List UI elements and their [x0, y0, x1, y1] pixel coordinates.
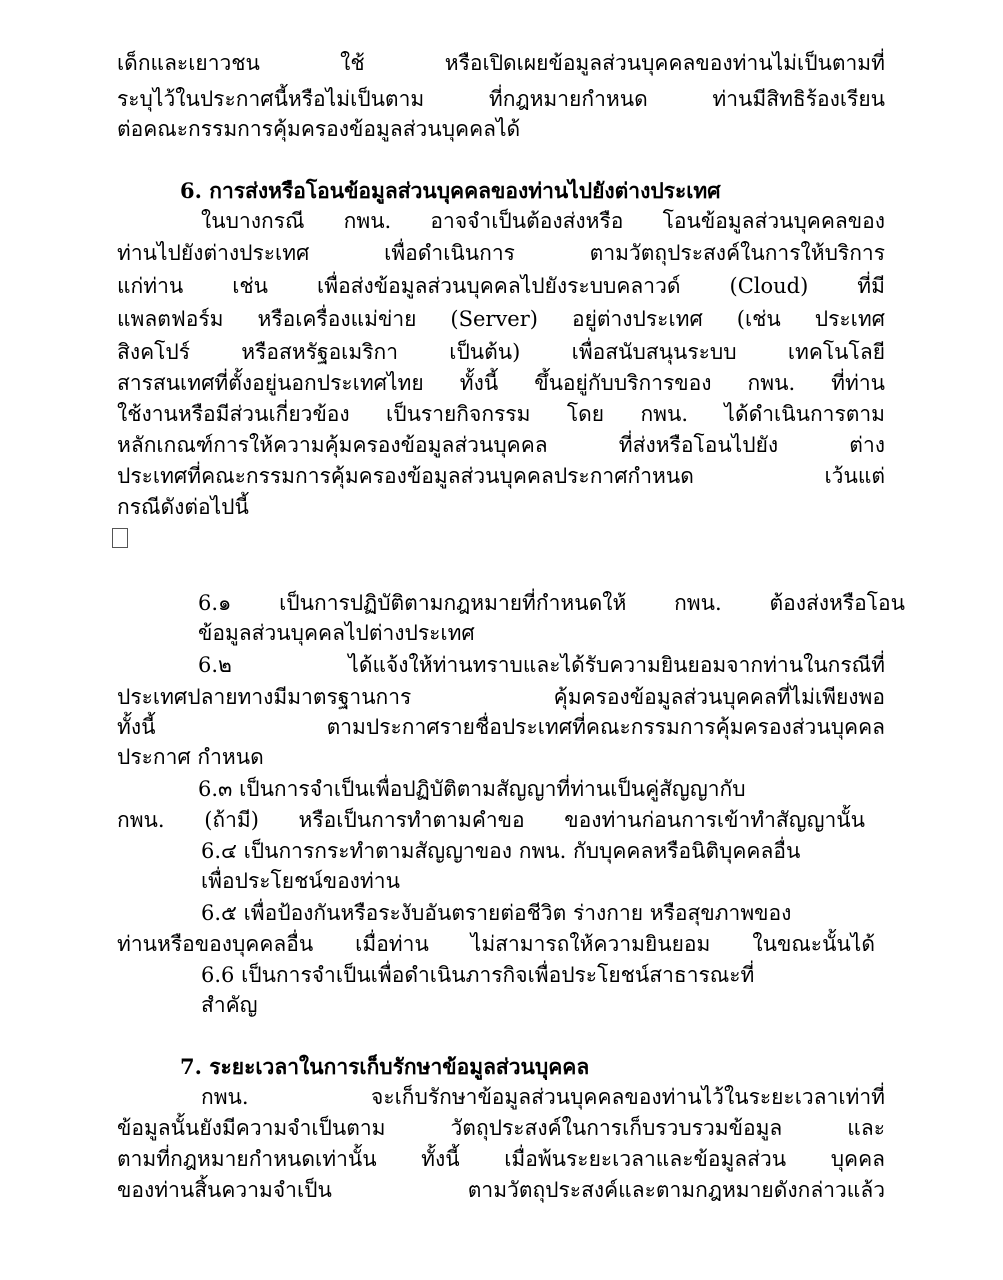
text-line: ประกาศ กำหนด: [117, 745, 264, 769]
text-line: กรณีดังต่อไปนี้: [117, 495, 249, 519]
text-line: สำคัญ: [201, 993, 258, 1017]
text-line: เด็กและเยาวชน ใช้ หรือเปิดเผยข้อมูลส่วนบุคคลของท่านไม่เป็นตามที่: [117, 51, 885, 75]
text-line: เพื่อประโยชน์ของท่าน: [201, 869, 400, 893]
text-line: ระบุไว้ในประกาศนี้หรือไม่เป็นตาม ที่กฎหมายกำหนด ท่านมีสิทธิร้องเรียน: [117, 87, 885, 111]
text-line: สิงคโปร์ หรือสหรัฐอเมริกา เป็นต้น) เพื่อสนับสนุนระบบ เทคโนโลยี: [117, 340, 885, 364]
text-line: 6.๒ ได้แจ้งให้ท่านทราบและได้รับความยินยอมจากท่านในกรณีที่: [198, 653, 885, 677]
text-line: กพน. จะเก็บรักษาข้อมูลส่วนบุคคลของท่านไว้ในระยะเวลาเท่าที่: [201, 1085, 885, 1109]
text-line: 6.๑ เป็นการปฏิบัติตามกฎหมายที่กำหนดให้ กพน. ต้องส่งหรือโอน: [198, 591, 905, 615]
text-line: ตามที่กฎหมายกำหนดเท่านั้น ทั้งนี้ เมื่อพ้นระยะเวลาและข้อมูลส่วน บุคคล: [117, 1147, 885, 1171]
section-6-heading: 6. การส่งหรือโอนข้อมูลส่วนบุคคลของท่านไปยังต่างประเทศ: [180, 178, 721, 203]
section-7-heading: 7. ระยะเวลาในการเก็บรักษาข้อมูลส่วนบุคคล: [180, 1054, 590, 1079]
text-line: 6.๕ เพื่อป้องกันหรือระงับอันตรายต่อชีวิต ร่างกาย หรือสุขภาพของ: [201, 901, 792, 925]
text-line: กพน. (ถ้ามี) หรือเป็นการทำตามคำขอ ของท่านก่อนการเข้าทำสัญญานั้น: [117, 808, 865, 832]
text-line: ข้อมูลส่วนบุคคลไปต่างประเทศ: [198, 621, 475, 645]
text-line: 6.6 เป็นการจำเป็นเพื่อดำเนินภารกิจเพื่อประโยชน์สาธารณะที่: [201, 963, 755, 987]
text-line: แพลตฟอร์ม หรือเครื่องแม่ข่าย (Server) อยู่ต่างประเทศ (เช่น ประเทศ: [117, 307, 885, 331]
text-line: ของท่านสิ้นความจำเป็น ตามวัตถุประสงค์และตามกฎหมายดังกล่าวแล้ว: [117, 1178, 885, 1202]
text-line: ต่อคณะกรรมการคุ้มครองข้อมูลส่วนบุคคลได้: [117, 117, 521, 141]
text-line: 6.๔ เป็นการกระทำตามสัญญาของ กพน. กับบุคคลหรือนิติบุคคลอื่น: [201, 839, 801, 863]
text-line: สารสนเทศที่ตั้งอยู่นอกประเทศไทย ทั้งนี้ ขึ้นอยู่กับบริการของ กพน. ที่ท่าน: [117, 371, 885, 395]
text-line: 6.๓ เป็นการจำเป็นเพื่อปฏิบัติตามสัญญาที่ท่านเป็นคู่สัญญากับ: [198, 777, 746, 801]
text-line: ท่านหรือของบุคคลอื่น เมื่อท่าน ไม่สามารถให้ความยินยอม ในขณะนั้นได้: [117, 932, 875, 956]
text-line: ท่านไปยังต่างประเทศ เพื่อดำเนินการ ตามวัตถุประสงค์ในการให้บริการ: [117, 241, 885, 265]
text-line: ทั้งนี้ ตามประกาศรายชื่อประเทศที่คณะกรรมการคุ้มครองส่วนบุคคล: [117, 715, 885, 739]
text-line: หลักเกณฑ์การให้ความคุ้มครองข้อมูลส่วนบุคคล ที่ส่งหรือโอนไปยัง ต่าง: [117, 433, 885, 457]
empty-checkbox-glyph: [112, 528, 128, 548]
text-line: ประเทศที่คณะกรรมการคุ้มครองข้อมูลส่วนบุคคลประกาศกำหนด เว้นแต่: [117, 464, 885, 488]
text-line: ข้อมูลนั้นยังมีความจำเป็นตาม วัตถุประสงค์ในการเก็บรวบรวมข้อมูล และ: [117, 1116, 885, 1140]
text-line: แก่ท่าน เช่น เพื่อส่งข้อมูลส่วนบุคคลไปยังระบบคลาวด์ (Cloud) ที่มี: [117, 274, 885, 298]
text-line: ในบางกรณี กพน. อาจจำเป็นต้องส่งหรือ โอนข้อมูลส่วนบุคคลของ: [201, 209, 885, 233]
text-line: ประเทศปลายทางมีมาตรฐานการ คุ้มครองข้อมูลส่วนบุคคลที่ไม่เพียงพอ: [117, 685, 885, 709]
text-line: ใช้งานหรือมีส่วนเกี่ยวข้อง เป็นรายกิจกรรม โดย กพน. ได้ดำเนินการตาม: [117, 402, 885, 426]
